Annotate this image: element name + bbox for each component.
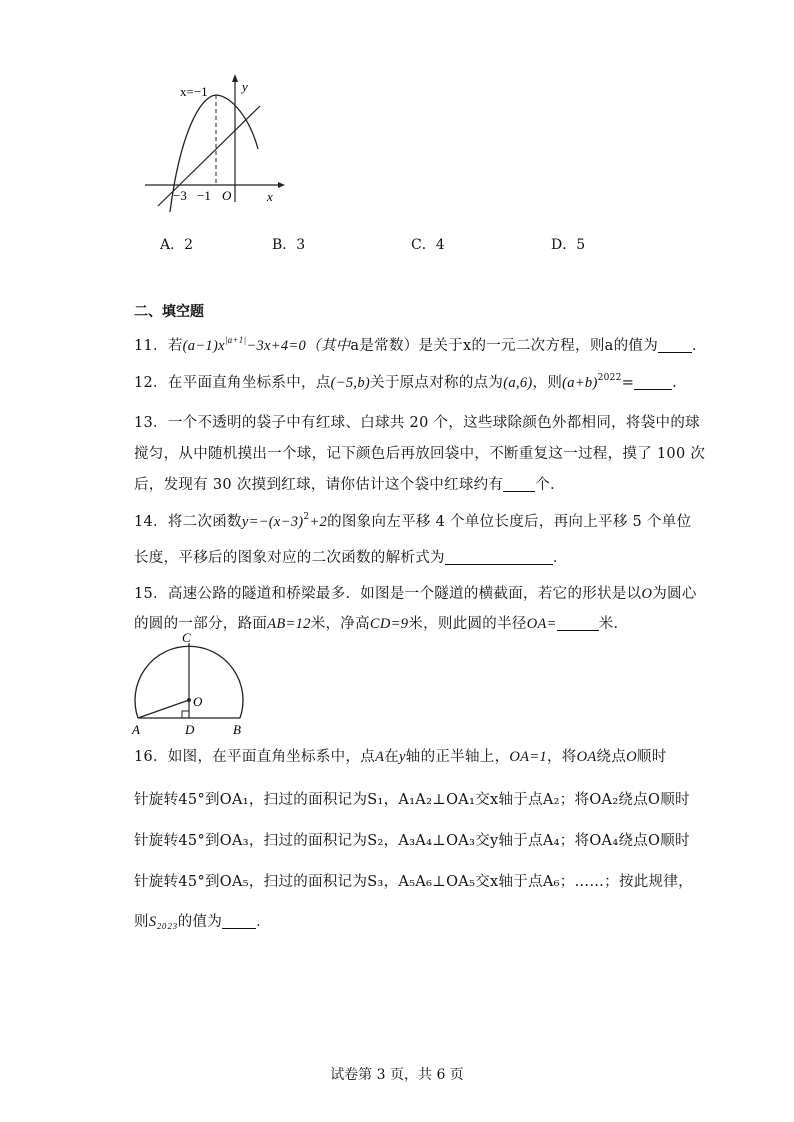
q11-num: 11．若 <box>134 338 183 354</box>
question-16-line2: 针旋转45°到OA₁，扫过的面积记为S₁，A₁A₂⊥OA₁交x轴于点A₂；将OA₂绕点O顺时 <box>134 792 690 808</box>
question-11 <box>134 334 707 355</box>
q14-text: 的图象向左平移 4 个单位长度后，再向上平移 5 个单位 <box>327 514 692 530</box>
question-16-line1 <box>134 745 667 766</box>
question-13-line3 <box>134 473 565 494</box>
q11-exponent: |a+1| <box>224 335 247 345</box>
q12-text4: ，则 <box>532 375 563 391</box>
q12-expr: (a+b) <box>562 375 598 391</box>
origin-label: O <box>222 188 232 203</box>
q15-text2a: 的圆的一部分，路面 <box>134 616 268 632</box>
q15-text2c: 米，净高 <box>310 616 370 632</box>
q11-expr: (a−1)x <box>182 338 225 354</box>
q14-exponent: 2 <box>303 512 310 522</box>
q16-text1a: 16．如图，在平面直角坐标系中，点 <box>134 749 376 765</box>
center-point <box>187 698 191 702</box>
q12-point2: (a,6) <box>503 375 533 391</box>
q16-s2023: S₂₀₂₃ <box>148 914 178 930</box>
q12-answer-blank[interactable] <box>634 375 672 390</box>
q15-end: 米． <box>598 616 629 632</box>
q16-answer-blank[interactable] <box>222 914 256 929</box>
symmetry-label: x=−1 <box>180 84 208 99</box>
question-13-line1: 13．一个不透明的袋子中有红球、白球共 20 个，这些球除颜色外都相同，将袋中的球 <box>134 415 700 431</box>
q16-oa: OA <box>576 749 597 765</box>
q11-expr2: −3x+4=0（其中 <box>246 338 351 354</box>
q15-center: O <box>641 586 653 602</box>
q16-text1g: ，将 <box>546 749 577 765</box>
question-13-line2: 搅匀，从中随机摸出一个球，记下颜色后再放回袋中，不断重复这一过程，摸了 100 次 <box>134 446 706 462</box>
choice-d: D．5 <box>551 237 586 253</box>
q11-text4: x的一元二次方程，则 <box>462 338 605 354</box>
question-16-line5 <box>134 910 271 931</box>
q14-end: ． <box>552 550 568 566</box>
section-title: 二、填空题 <box>134 304 204 320</box>
q12-num: 12．在平面直角坐标系中，点 <box>134 375 331 391</box>
q15-cd: CD=9 <box>369 616 409 632</box>
question-14-line2 <box>134 546 568 567</box>
question-14-line1 <box>134 510 691 531</box>
q12-end: ． <box>672 375 687 391</box>
question-15-line1 <box>134 582 697 603</box>
q11-end: ． <box>692 338 707 354</box>
label-o: O <box>193 694 203 709</box>
q16-text1e: 轴的正半轴上， <box>405 749 510 765</box>
q14-text2: 长度，平移后的图象对应的二次函数的解析式为 <box>134 550 445 566</box>
y-axis-label: y <box>242 79 248 94</box>
q14-answer-blank[interactable] <box>445 550 553 565</box>
label-d: D <box>185 722 195 737</box>
q15-answer-blank[interactable] <box>557 616 599 631</box>
q16-text5c: 的值为 <box>177 914 223 930</box>
q16-end: ． <box>256 914 271 930</box>
q15-oa: OA= <box>526 616 557 632</box>
q12-text2: 关于原点对称的点为 <box>370 375 504 391</box>
q16-o: O <box>626 749 637 765</box>
q11-text3: a是常数）是关于 <box>350 338 463 354</box>
q12-eq: = <box>621 375 635 391</box>
q10-graph-figure <box>140 74 285 212</box>
tick-minus1: −1 <box>197 188 211 203</box>
q13-answer-blank[interactable] <box>503 477 535 492</box>
q12-point1: (−5,b) <box>330 375 371 391</box>
q16-text5a: 则 <box>134 914 149 930</box>
q11-text5: a的值为 <box>604 338 659 354</box>
q13-end: 个． <box>535 477 565 493</box>
q16-text1c: 在 <box>384 749 400 765</box>
question-16-line4: 针旋转45°到OA₅，扫过的面积记为S₃，A₅A₆⊥OA₅交x轴于点A₆；……；按此规律， <box>134 874 693 890</box>
label-a: A <box>132 722 140 737</box>
x-axis-arrow <box>278 182 285 188</box>
x-axis-label: x <box>267 189 273 204</box>
choice-b: B．3 <box>272 237 306 253</box>
q16-point-a: A <box>375 749 385 765</box>
radius-oa <box>138 700 189 718</box>
q15-ab: AB=12 <box>267 616 311 632</box>
q15-text1c: 为圆心 <box>652 586 697 602</box>
question-12 <box>134 371 687 392</box>
q15-text2e: 米，则此圆的半径 <box>408 616 527 632</box>
y-axis-arrow <box>232 74 238 82</box>
label-b: B <box>233 722 241 737</box>
q13-text: 后，发现有 30 次摸到红球，请你估计这个袋中红球约有 <box>134 477 504 493</box>
q14-func: y=−(x−3) <box>241 514 304 530</box>
q14-num: 14．将二次函数 <box>134 514 242 530</box>
q16-y: y <box>399 749 406 765</box>
q15-tunnel-figure <box>130 630 250 740</box>
q16-oa1: OA=1 <box>509 749 547 765</box>
q16-text1k: 顺时 <box>636 749 667 765</box>
q15-text1: 15．高速公路的隧道和桥梁最多．如图是一个隧道的横截面，若它的形状是以 <box>134 586 642 602</box>
right-angle-mark <box>182 711 189 718</box>
choice-c: C．4 <box>411 237 445 253</box>
tick-minus3: −3 <box>173 188 187 203</box>
label-c: C <box>182 630 191 645</box>
choice-a: A．2 <box>160 237 194 253</box>
q11-answer-blank[interactable] <box>658 338 692 353</box>
page-footer: 试卷第 3 页，共 6 页 <box>330 1067 464 1083</box>
q16-text1i: 绕点 <box>596 749 627 765</box>
q12-exponent: 2022 <box>597 373 622 383</box>
q14-func2: +2 <box>309 514 328 530</box>
question-16-line3: 针旋转45°到OA₃，扫过的面积记为S₂，A₃A₄⊥OA₃交y轴于点A₄；将OA₄绕点O顺时 <box>134 833 690 849</box>
